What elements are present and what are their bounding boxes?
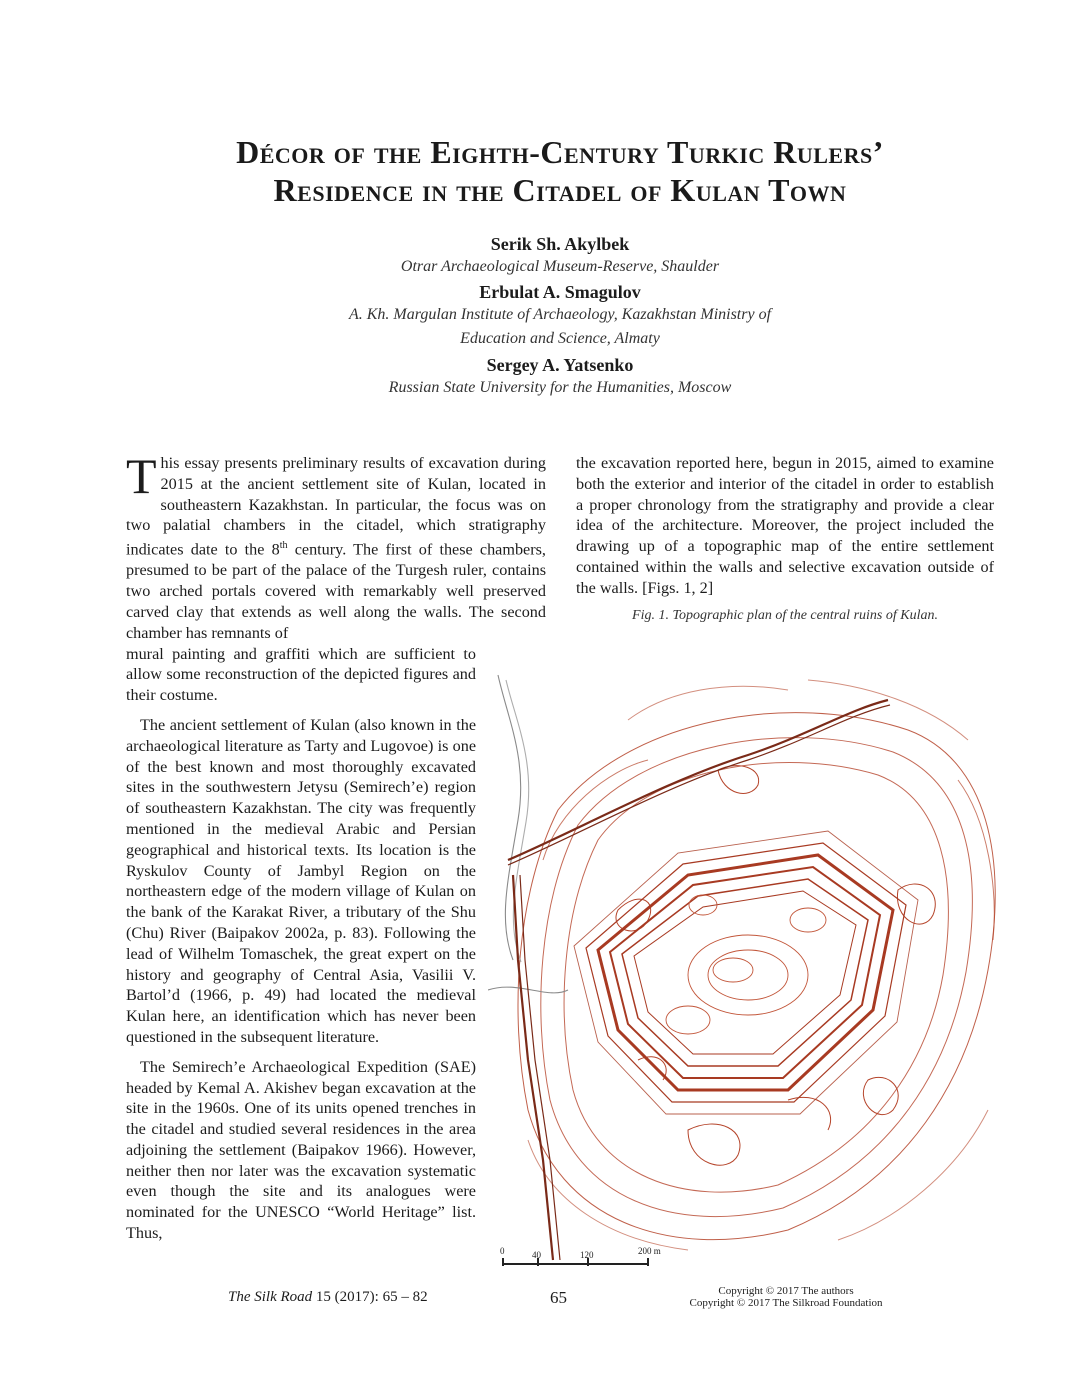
abstract-paragraph <box>126 448 546 706</box>
author-affiliation: Russian State University for the Humanities, Moscow <box>388 379 732 396</box>
road <box>508 700 890 1260</box>
title-line-2: Residence in the Citadel of Kulan Town <box>273 172 847 208</box>
right-column <box>576 453 994 599</box>
citadel-walls <box>574 831 918 1114</box>
body-paragraph: the excavation reported here, begun in 2015, aimed to examine both the exterior and interior of the citadel in order to establish a proper chronology from the stratigraphy and provide a clear idea of the architecture. Moreover, the project included the drawing up of a topographic map of the entire settlement contained within the walls and selective excavation outside of the walls. [Figs. 1, 2] <box>576 454 994 597</box>
author-affiliation: Otrar Archaeological Museum-Reserve, Shaulder <box>400 258 720 275</box>
figure-caption: Fig. 1. Topographic plan of the central ruins of Kulan. <box>632 608 938 623</box>
body-paragraph: The ancient settlement of Kulan (also known in the archaeological literature as Tarty and Lugovoe) is one of the best known and most thoroughly excavated sites in the southwestern Jetysu (Semirech’e) region of southeastern Kazakhstan. The city was frequently mentioned in the medieval Arabic and Persian geographical and historical texts. Its location is the Ryskulov County of Jambyl Region on the northeastern edge of the modern village of Kulan on the bank of the Karakat River, a tributary of the Shu (Chu) River (Baipakov 2002a, p. 83). Following the lead of Wilhelm Tomaschek, the great expert on the history and geography of Central Asia, Vasilii V. Bartol’d (1966, p. 49) had located the medieval Kulan here, an identification which has never been questioned in the subsequent literature. <box>126 715 476 1046</box>
scale-label: 40 <box>532 1250 541 1260</box>
journal-issue: 15 (2017): 65 – 82 <box>312 1289 428 1305</box>
body-paragraph: The Semirech’e Archaeological Expedition (SAE) headed by Kemal A. Akishev began excavation at the site in the 1960s. One of its units opened trenches in the citadel and studied several residences in the area adjoining the settlement (Baipakov 1966). However, neither then nor later was the excavation systematic even though the site and its analogues were nominated for the UNESCO “World Heritage” list. Thus, <box>126 1057 476 1243</box>
river <box>488 675 568 993</box>
author-name: Sergey A. Yatsenko <box>486 355 634 375</box>
journal-title: The Silk Road <box>228 1289 313 1305</box>
contour-lines <box>518 680 995 1250</box>
author-affiliation: A. Kh. Margulan Institute of Archaeology, Kazakhstan Ministry of <box>348 306 772 323</box>
scale-label: 200 m <box>638 1246 661 1256</box>
scale-labels <box>500 1246 661 1260</box>
topographic-map <box>488 660 1018 1270</box>
drop-cap: T <box>126 448 157 504</box>
scale-label: 120 <box>580 1250 594 1260</box>
author-affiliation: Education and Science, Almaty <box>460 330 660 347</box>
copyright-notice <box>676 1285 896 1309</box>
author-name: Erbulat A. Smagulov <box>479 282 641 302</box>
author-block <box>60 233 1060 400</box>
left-column <box>126 448 546 1253</box>
abstract-text: his essay presents preliminary results of excavation during 2015 at the ancient settlement site of Kulan, located in southeastern Kazakhstan. In particular, the focus was on two palatial chambers in the citadel, which stratigraphy indicates date to the 8 <box>126 454 546 559</box>
journal-citation <box>228 1289 428 1306</box>
title-line-1: Décor of the Eighth-Century Turkic Rulers’ <box>236 134 884 170</box>
abstract-text: mural painting and graffiti which are sufficient to allow some reconstruction of the depicted figures and their costume. <box>126 644 476 705</box>
scale-label: 0 <box>500 1246 505 1256</box>
copyright-line: Copyright © 2017 The Silkroad Foundation <box>689 1297 883 1309</box>
author-name: Serik Sh. Akylbek <box>490 234 630 254</box>
page-number: 65 <box>550 1288 567 1307</box>
superscript: th <box>279 540 288 552</box>
scale-bar <box>503 1258 648 1266</box>
article-title <box>60 133 1060 209</box>
copyright-line: Copyright © 2017 The authors <box>718 1285 854 1297</box>
abstract-text: century. The first of these chambers, presumed to be part of the palace of the Turgesh ruler, contains two arched portals covered with remarkably well preserved carved clay that extends as well along the walls. The second chamber has remnants of <box>126 540 546 642</box>
